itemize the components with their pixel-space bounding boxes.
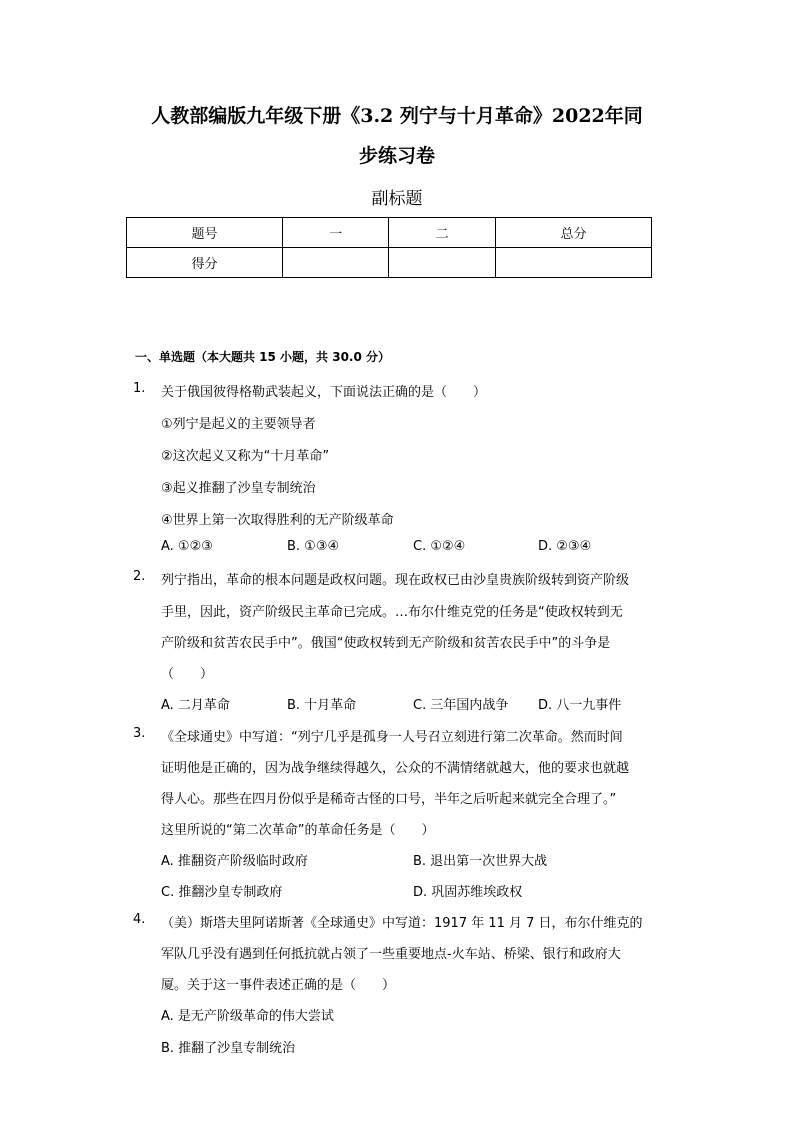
question-line: 《全球通史》中写道：“列宁几乎是孤身一人号召立刻进行第二次革命。然而时间 — [161, 730, 623, 745]
title-line-2: 步练习卷 — [358, 145, 435, 167]
question-line: （ ） — [161, 667, 214, 682]
option-c[interactable]: C. ①②④ — [413, 539, 466, 554]
question-line: 产阶级和贫苦农民手中”。俄国“使政权转到无产阶级和贫苦农民手中”的斗争是 — [161, 636, 611, 651]
score-cell: 二 — [389, 218, 495, 248]
section-heading: 一、单选题（本大题共 15 小题，共 30.0 分） — [135, 350, 391, 364]
question-line: 证明他是正确的，因为战争继续得越久，公众的不满情绪就越大，他的要求也就越 — [161, 761, 630, 776]
question-line: 军队几乎没有遇到任何抵抗就占领了一些重要地点-火车站、桥梁、银行和政府大 — [161, 947, 621, 962]
question-number: 3. — [133, 726, 146, 741]
option-b[interactable]: B. 推翻了沙皇专制统治 — [161, 1041, 296, 1056]
subtitle: 副标题 — [371, 189, 423, 209]
title-line-1: 人教部编版九年级下册《3.2 列宁与十月革命》2022年同 — [151, 105, 643, 127]
question-line: 得人心。那些在四月份似乎是稀奇古怪的口号，半年之后听起来就完全合理了。” — [161, 792, 617, 807]
option-b[interactable]: B. 十月革命 — [287, 698, 357, 713]
option-a[interactable]: A. 推翻资产阶级临时政府 — [161, 854, 308, 869]
question-line: ①列宁是起义的主要领导者 — [161, 417, 316, 432]
score-cell: 得分 — [127, 248, 283, 278]
score-cell — [389, 248, 495, 278]
question-line: ②这次起义又称为“十月革命” — [161, 449, 330, 464]
score-cell: 一 — [283, 218, 389, 248]
option-d[interactable]: D. ②③④ — [538, 539, 592, 554]
option-a[interactable]: A. 二月革命 — [161, 698, 230, 713]
score-table — [126, 217, 652, 278]
option-d[interactable]: D. 巩固苏维埃政权 — [413, 885, 523, 900]
score-cell — [283, 248, 389, 278]
question-line: 手里，因此，资产阶级民主革命已完成。…布尔什维克党的任务是“使政权转到无 — [161, 605, 623, 620]
option-c[interactable]: C. 推翻沙皇专制政府 — [161, 885, 283, 900]
question-line: 厦。关于这一事件表述正确的是（ ） — [161, 978, 396, 993]
option-a[interactable]: A. 是无产阶级革命的伟大尝试 — [161, 1009, 334, 1024]
option-a[interactable]: A. ①②③ — [161, 539, 213, 554]
option-d[interactable]: D. 八一九事件 — [538, 698, 622, 713]
question-line: 列宁指出，革命的根本问题是政权问题。现在政权已由沙皇贵族阶级转到资产阶级 — [161, 573, 630, 588]
score-cell: 总分 — [495, 218, 651, 248]
question-line: 这里所说的“第二次革命”的革命任务是（ ） — [161, 823, 435, 838]
option-b[interactable]: B. ①③④ — [287, 539, 340, 554]
question-number: 1. — [133, 381, 146, 396]
score-table-header-row — [127, 218, 652, 248]
question-number: 4. — [133, 912, 146, 927]
question-line: ③起义推翻了沙皇专制统治 — [161, 481, 316, 496]
document-title — [100, 96, 694, 176]
score-cell: 题号 — [127, 218, 283, 248]
question-line: ④世界上第一次取得胜利的无产阶级革命 — [161, 513, 394, 528]
score-cell — [495, 248, 651, 278]
question-line: 关于俄国彼得格勒武装起义，下面说法正确的是（ ） — [161, 385, 487, 400]
option-b[interactable]: B. 退出第一次世界大战 — [413, 854, 548, 869]
score-table-score-row — [127, 248, 652, 278]
question-line: （美）斯塔夫里阿诺斯著《全球通史》中写道：1917 年 11 月 7 日，布尔什维克的 — [161, 916, 643, 931]
option-c[interactable]: C. 三年国内战争 — [413, 698, 509, 713]
question-number: 2. — [133, 569, 146, 584]
